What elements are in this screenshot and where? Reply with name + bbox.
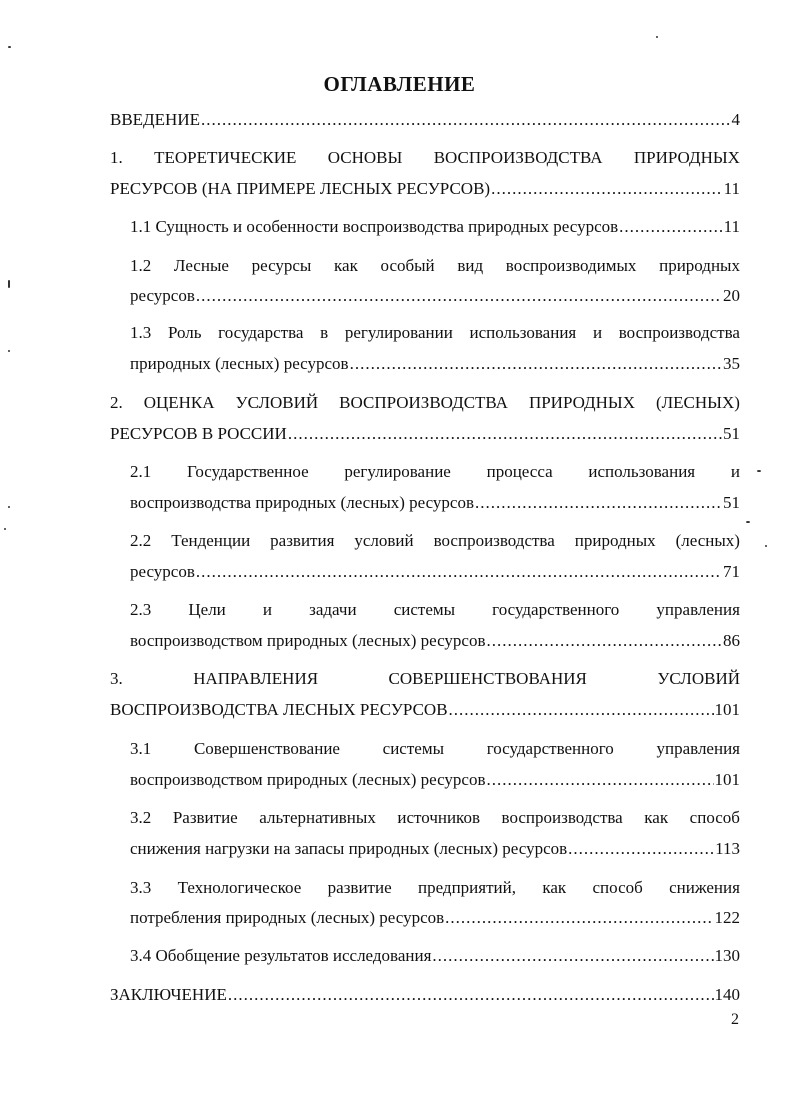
word: 3.1 [130, 739, 152, 758]
word: ВОСПРОИЗВОДСТВА [339, 393, 508, 412]
word: задачи [309, 600, 357, 619]
toc-section-3-2-line2 [130, 839, 740, 859]
word: Технологическое [177, 878, 302, 897]
toc-entry-text: 3.4 Обобщение результатов исследования [130, 946, 432, 965]
toc-section-1-2-line1 [130, 256, 740, 276]
toc-entry-text: ресурсов [130, 562, 195, 581]
word: воспроизводства [618, 323, 740, 342]
toc-entry-page: 101 [714, 700, 740, 719]
scan-speck [757, 470, 761, 472]
toc-section-2-1-line1 [130, 462, 740, 482]
word: и [730, 462, 740, 481]
toc-section-3-4 [130, 946, 740, 966]
dot-leader [487, 770, 714, 790]
toc-entry-text: ЗАКЛЮЧЕНИЕ [110, 985, 227, 1004]
word: Роль [167, 323, 202, 342]
dot-leader [491, 179, 723, 199]
dot-leader [475, 493, 722, 513]
toc-section-1-1 [130, 217, 740, 237]
toc-entry-page: 86 [723, 631, 740, 650]
toc-section-2-3-line2 [130, 631, 740, 651]
scan-speck [8, 350, 10, 352]
word: ОСНОВЫ [327, 148, 403, 167]
scan-speck [8, 280, 10, 288]
page-title: ОГЛАВЛЕНИЕ [323, 72, 476, 96]
word: 2.1 [130, 462, 152, 481]
word: воспроизводимых [505, 256, 637, 275]
toc-entry-text: ВОСПРОИЗВОДСТВА ЛЕСНЫХ РЕСУРСОВ [110, 700, 448, 719]
word: как [542, 878, 567, 897]
word: воспроизводства [501, 808, 623, 827]
toc-entry-text: потребления природных (лесных) ресурсов [130, 908, 445, 927]
word: 2. [110, 393, 123, 412]
word: условий [354, 531, 414, 550]
word: и [592, 323, 603, 342]
dot-leader [201, 110, 731, 130]
word: способ [689, 808, 740, 827]
word: системы [393, 600, 456, 619]
word: регулировании [344, 323, 453, 342]
word: ресурсы [251, 256, 312, 275]
word: управления [656, 600, 740, 619]
dot-leader [445, 908, 713, 928]
toc-entry-page: 140 [714, 985, 740, 1004]
toc-entry-page: 35 [723, 354, 740, 373]
toc-section-2-3-line1 [130, 600, 740, 620]
word: и [262, 600, 273, 619]
scan-speck [746, 521, 750, 523]
word: системы [382, 739, 444, 758]
page-number: 2 [731, 1011, 739, 1028]
dot-leader [350, 354, 722, 374]
word: Совершенствование [193, 739, 340, 758]
toc-entry-text: ресурсов [130, 286, 195, 305]
word: природных [659, 256, 740, 275]
toc-entry-page: 20 [723, 286, 740, 305]
toc-chapter-3-line1 [110, 669, 740, 689]
toc-section-2-1-line2 [130, 493, 740, 513]
word: НАПРАВЛЕНИЯ [193, 669, 319, 688]
word: (ЛЕСНЫХ) [655, 393, 740, 412]
word: как [644, 808, 669, 827]
word: регулирование [344, 462, 451, 481]
word: Лесные [173, 256, 229, 275]
toc-section-1-3-line1 [130, 323, 740, 343]
word: особый [380, 256, 435, 275]
toc-entry-page: 11 [723, 217, 740, 236]
word: природных [574, 531, 656, 550]
toc-section-3-1-line1 [130, 739, 740, 759]
word: УСЛОВИЙ [657, 669, 740, 688]
toc-section-3-2-line1 [130, 808, 740, 828]
toc-entry-page: 113 [715, 839, 740, 858]
dot-leader [449, 700, 714, 720]
toc-entry-text: снижения нагрузки на запасы природных (лесных) ресурсов [130, 839, 568, 858]
dot-leader [619, 217, 722, 237]
word: 1.3 [130, 323, 152, 342]
toc-entry-text: природных (лесных) ресурсов [130, 354, 349, 373]
toc-entry-page: 101 [714, 770, 740, 789]
word: вид [457, 256, 484, 275]
word: государственного [486, 739, 614, 758]
word: Тенденции [171, 531, 251, 550]
toc-section-2-2-line1 [130, 531, 740, 551]
toc-entry-conclusion [110, 985, 740, 1005]
toc-chapter-1-line1 [110, 148, 740, 168]
scan-speck [4, 528, 6, 530]
word: развитие [327, 878, 392, 897]
word: предприятий, [418, 878, 516, 897]
word: 2.3 [130, 600, 152, 619]
toc-entry-text: ВВЕДЕНИЕ [110, 110, 200, 129]
word: 1. [110, 148, 123, 167]
toc-entry-page: 4 [731, 110, 740, 129]
toc-section-2-2-line2 [130, 562, 740, 582]
word: ВОСПРОИЗВОДСТВА [433, 148, 603, 167]
word: в [320, 323, 329, 342]
toc-entry-page: 11 [723, 179, 740, 198]
word: государственного [492, 600, 620, 619]
word: 1.2 [130, 256, 152, 275]
word: воспроизводства [433, 531, 555, 550]
word: ТЕОРЕТИЧЕСКИЕ [154, 148, 297, 167]
word: СОВЕРШЕНСТВОВАНИЯ [388, 669, 587, 688]
toc-entry-page: 71 [723, 562, 740, 581]
dot-leader [288, 424, 722, 444]
word: Государственное [187, 462, 309, 481]
toc-section-3-3-line2 [130, 908, 740, 928]
word: государства [218, 323, 304, 342]
toc-entry-page: 122 [714, 908, 740, 927]
word: использования [588, 462, 696, 481]
word: развития [270, 531, 335, 550]
toc-entry-text: воспроизводством природных (лесных) ресурсов [130, 631, 486, 650]
dot-leader [196, 286, 722, 306]
word: процесса [486, 462, 553, 481]
toc-chapter-2-line2 [110, 424, 740, 444]
word: 3.2 [130, 808, 152, 827]
word: Развитие [172, 808, 238, 827]
toc-section-3-3-line1 [130, 878, 740, 898]
toc-entry-page: 130 [714, 946, 740, 965]
scan-speck [8, 506, 10, 508]
word: ПРИРОДНЫХ [528, 393, 636, 412]
toc-entry-text: 1.1 Сущность и особенности воспроизводства природных ресурсов [130, 217, 619, 236]
word: 3. [110, 669, 123, 688]
toc-entry-text: воспроизводством природных (лесных) ресурсов [130, 770, 486, 789]
toc-chapter-1-line2 [110, 179, 740, 199]
dot-leader [432, 946, 713, 966]
word: использования [469, 323, 577, 342]
toc-entry-text: РЕСУРСОВ (НА ПРИМЕРЕ ЛЕСНЫХ РЕСУРСОВ) [110, 179, 491, 198]
toc-entry-page: 51 [723, 493, 740, 512]
toc-entry-text: РЕСУРСОВ В РОССИИ [110, 424, 287, 443]
word: ОЦЕНКА [143, 393, 215, 412]
toc-entry-page: 51 [723, 424, 740, 443]
word: ПРИРОДНЫХ [633, 148, 740, 167]
word: УСЛОВИЙ [235, 393, 319, 412]
scan-speck [656, 36, 658, 38]
word: альтернативных [259, 808, 376, 827]
word: снижения [669, 878, 740, 897]
word: (лесных) [675, 531, 740, 550]
toc-chapter-3-line2 [110, 700, 740, 720]
toc-entry-text: воспроизводства природных (лесных) ресурсов [130, 493, 475, 512]
toc-section-1-3-line2 [130, 354, 740, 374]
word: 2.2 [130, 531, 152, 550]
word: способ [592, 878, 643, 897]
scan-speck [765, 545, 767, 547]
toc-section-3-1-line2 [130, 770, 740, 790]
word: управления [656, 739, 740, 758]
toc-chapter-2-line1 [110, 393, 740, 413]
dot-leader [568, 839, 714, 859]
word: 3.3 [130, 878, 152, 897]
toc-section-1-2-line2 [130, 286, 740, 306]
toc-entry-introduction [110, 110, 740, 130]
dot-leader [487, 631, 722, 651]
word: источников [397, 808, 480, 827]
word: как [334, 256, 358, 275]
word: Цели [188, 600, 226, 619]
scan-speck [8, 46, 11, 48]
dot-leader [196, 562, 722, 582]
dot-leader [228, 985, 714, 1005]
